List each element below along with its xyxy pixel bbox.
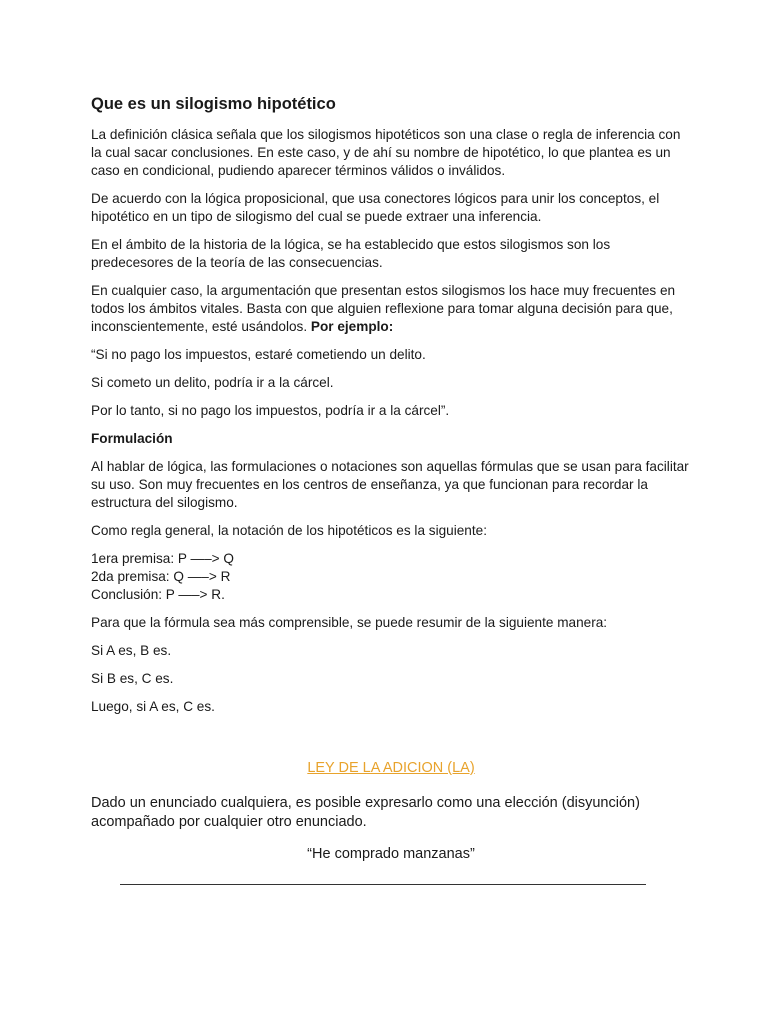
paragraph-formulaciones: Al hablar de lógica, las formulaciones o notaciones son aquellas fórmulas que se usan para facilitar su uso. Son muy frecuentes en los centros de enseñanza, ya que funcionan para recordar la estructura del silogismo.	[91, 459, 689, 510]
ley-description: Dado un enunciado cualquiera, es posible expresarlo como una elección (disyunción) acompañado por cualquier otro enunciado.	[91, 795, 640, 830]
ley-section	[91, 760, 691, 878]
paragraph-regla-general: Como regla general, la notación de los hipotéticos es la siguiente:	[91, 523, 487, 538]
summary-line-2: Si B es, C es.	[91, 671, 174, 686]
article-body	[91, 94, 691, 726]
paragraph-logica-proposicional: De acuerdo con la lógica proposicional, que usa conectores lógicos para unir los conceptos, el hipotético en un tipo de silogismo del cual se puede extraer una inferencia.	[91, 191, 660, 224]
formulacion-heading: Formulación	[91, 431, 173, 446]
por-ejemplo-label: Por ejemplo:	[310, 319, 394, 334]
notation-line-3: Conclusión: P —–> R.	[91, 587, 225, 602]
example-line-1: “Si no pago los impuestos, estaré cometiendo un delito.	[91, 347, 426, 362]
summary-line-3: Luego, si A es, C es.	[91, 699, 215, 714]
example-line-2: Si cometo un delito, podría ir a la cárcel.	[91, 375, 334, 390]
example-line-3: Por lo tanto, si no pago los impuestos, podría ir a la cárcel”.	[91, 403, 450, 418]
paragraph-historia: En el ámbito de la historia de la lógica, se ha establecido que estos silogismos son los predecesores de la teoría de las consecuencias.	[91, 237, 611, 270]
summary-line-1: Si A es, B es.	[91, 643, 172, 658]
blank-answer-line	[120, 884, 646, 885]
summary-intro: Para que la fórmula sea más comprensible, se puede resumir de la siguiente manera:	[91, 615, 608, 630]
paragraph-cualquier-caso-text: En cualquier caso, la argumentación que presentan estos silogismos los hace muy frecuentes en todos los ámbitos vitales. Basta con que alguien reflexione para tomar alguna decisión para que, inconscientemente, esté usándolos.	[91, 283, 676, 334]
notation-line-1: 1era premisa: P —–> Q	[91, 551, 234, 566]
paragraph-definicion: La definición clásica señala que los silogismos hipotéticos son una clase o regla de inferencia con la cual sacar conclusiones. En este caso, y de ahí su nombre de hipotético, lo que plantea es un caso en condicional, pudiendo aparecer términos válidos o inválidos.	[91, 127, 681, 178]
paragraph-cualquier-caso	[91, 282, 691, 336]
ley-example: “He comprado manzanas”	[307, 846, 475, 862]
ley-title-link[interactable]: LEY DE LA ADICION (LA)	[307, 760, 475, 776]
page-title: Que es un silogismo hipotético	[91, 95, 336, 113]
notation-line-2: 2da premisa: Q —–> R	[91, 569, 231, 584]
